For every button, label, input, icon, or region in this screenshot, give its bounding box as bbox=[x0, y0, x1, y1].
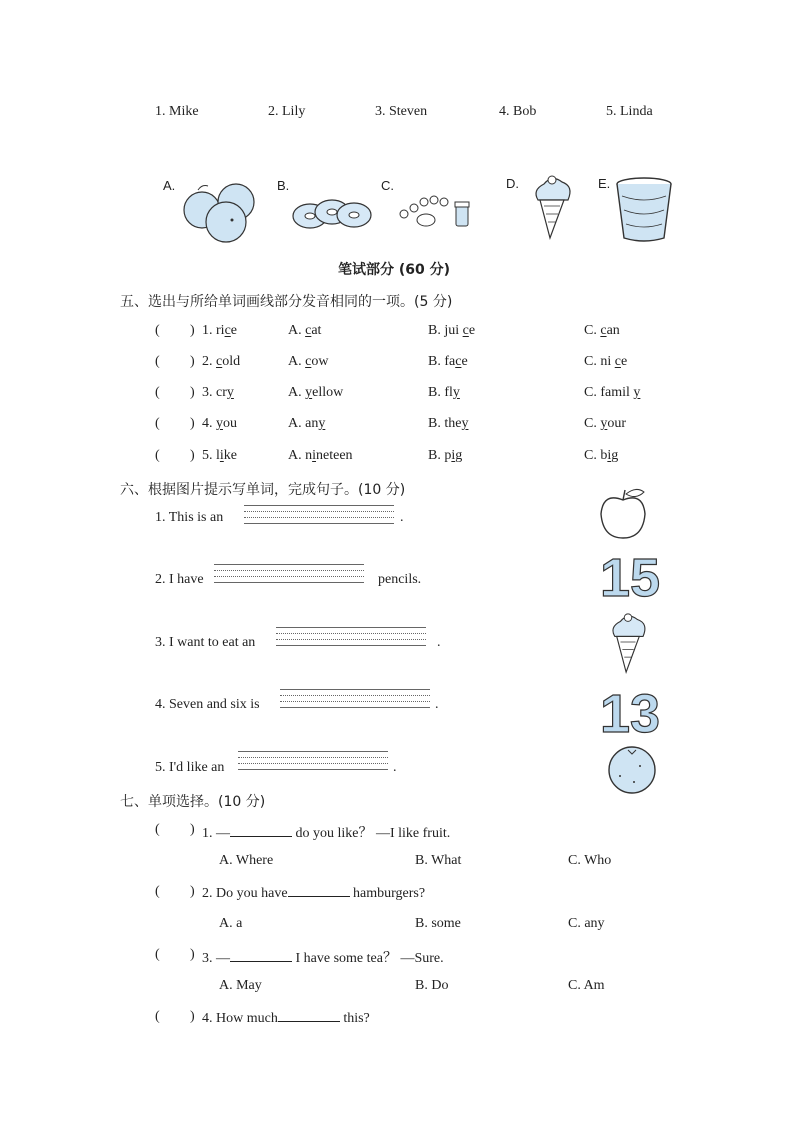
svg-text:15: 15 bbox=[600, 548, 661, 608]
option-c: C. big bbox=[584, 448, 619, 463]
option-c: C. your bbox=[584, 416, 627, 431]
option-b: B. fly bbox=[428, 385, 460, 400]
answer-paren-open[interactable]: ( bbox=[155, 385, 160, 400]
name-item: 3. Steven bbox=[375, 104, 428, 119]
option-a: A. any bbox=[288, 416, 326, 431]
question-text: 4. How much this? bbox=[202, 1011, 370, 1026]
answer-paren-close: ) bbox=[190, 822, 195, 837]
name-item: 4. Bob bbox=[499, 104, 537, 119]
question-word: 4. you bbox=[202, 416, 237, 431]
option-a: A. a bbox=[219, 916, 243, 931]
fill-sentence-start: 1. This is an bbox=[155, 510, 224, 525]
apple-icon bbox=[598, 488, 648, 540]
question-text: 2. Do you have hamburgers? bbox=[202, 886, 426, 901]
option-b: B. pig bbox=[428, 448, 463, 463]
ice-cream-icon bbox=[606, 612, 650, 674]
name-item: 1. Mike bbox=[155, 104, 199, 119]
option-a: A. Where bbox=[219, 853, 274, 868]
ice-cream-icon bbox=[530, 174, 574, 240]
section7-title: 七、单项选择。(10 分) bbox=[120, 794, 266, 810]
option-a: A. cat bbox=[288, 323, 322, 338]
answer-paren-open[interactable]: ( bbox=[155, 354, 160, 369]
written-section-title: 笔试部分 (60 分) bbox=[338, 262, 451, 278]
section6-title: 六、根据图片提示写单词，完成句子。(10 分) bbox=[120, 482, 406, 498]
name-item: 5. Linda bbox=[606, 104, 653, 119]
fill-sentence-end: pencils. bbox=[378, 572, 422, 587]
fill-sentence-start: 4. Seven and six is bbox=[155, 697, 260, 712]
option-b: B. face bbox=[428, 354, 468, 369]
option-b: B. Do bbox=[415, 978, 449, 993]
orange-icon bbox=[606, 746, 658, 794]
answer-paren-close: ) bbox=[190, 416, 195, 431]
fill-sentence-start: 2. I have bbox=[155, 572, 204, 587]
answer-paren-close: ) bbox=[190, 884, 195, 899]
answer-paren-open[interactable]: ( bbox=[155, 822, 160, 837]
svg-text:13: 13 bbox=[600, 684, 661, 744]
picture-letter: C. bbox=[381, 178, 394, 193]
answer-paren-open[interactable]: ( bbox=[155, 416, 160, 431]
option-c: C. famil y bbox=[584, 385, 641, 400]
writing-lines[interactable] bbox=[238, 751, 388, 775]
answer-paren-close: ) bbox=[190, 947, 195, 962]
option-a: A. cow bbox=[288, 354, 329, 369]
writing-lines[interactable] bbox=[214, 564, 364, 588]
option-c: C. ni ce bbox=[584, 354, 628, 369]
answer-paren-close: ) bbox=[190, 448, 195, 463]
question-text: 1. — do you like？ —I like fruit. bbox=[202, 826, 451, 841]
writing-lines[interactable] bbox=[280, 689, 430, 713]
name-item: 2. Lily bbox=[268, 104, 306, 119]
answer-paren-open[interactable]: ( bbox=[155, 1009, 160, 1024]
fill-sentence-start: 3. I want to eat an bbox=[155, 635, 256, 650]
fill-sentence-end: . bbox=[393, 760, 397, 775]
picture-letter: B. bbox=[277, 178, 290, 193]
question-word: 1. rice bbox=[202, 323, 237, 338]
option-c: C. can bbox=[584, 323, 620, 338]
option-b: B. some bbox=[415, 916, 461, 931]
answer-paren-close: ) bbox=[190, 323, 195, 338]
fill-sentence-end: . bbox=[437, 635, 441, 650]
section5-title: 五、选出与所给单词画线部分发音相同的一项。(5 分) bbox=[120, 294, 453, 310]
answer-blank[interactable] bbox=[288, 884, 350, 897]
picture-letter: E. bbox=[598, 176, 611, 191]
question-word: 2. cold bbox=[202, 354, 241, 369]
option-c: C. any bbox=[568, 916, 605, 931]
donuts-icon bbox=[292, 196, 372, 232]
option-b: B. What bbox=[415, 853, 462, 868]
answer-blank[interactable] bbox=[230, 824, 292, 837]
answer-paren-close: ) bbox=[190, 1009, 195, 1024]
number-13-icon bbox=[600, 682, 661, 744]
option-a: A. yellow bbox=[288, 385, 344, 400]
fill-sentence-end: . bbox=[400, 510, 404, 525]
question-word: 3. cry bbox=[202, 385, 234, 400]
fill-sentence-end: . bbox=[435, 697, 439, 712]
fill-sentence-start: 5. I'd like an bbox=[155, 760, 225, 775]
option-a: A. May bbox=[219, 978, 262, 993]
tea-set-icon bbox=[398, 194, 474, 230]
number-15-icon bbox=[600, 546, 661, 608]
writing-lines[interactable] bbox=[244, 505, 394, 529]
option-b: B. jui ce bbox=[428, 323, 476, 338]
question-text: 3. — I have some tea？ —Sure. bbox=[202, 951, 444, 966]
oranges-icon bbox=[180, 180, 260, 244]
answer-paren-close: ) bbox=[190, 385, 195, 400]
question-word: 5. like bbox=[202, 448, 237, 463]
writing-lines[interactable] bbox=[276, 627, 426, 651]
option-b: B. they bbox=[428, 416, 469, 431]
picture-letter: A. bbox=[163, 178, 176, 193]
answer-paren-open[interactable]: ( bbox=[155, 323, 160, 338]
answer-paren-close: ) bbox=[190, 354, 195, 369]
answer-blank[interactable] bbox=[278, 1009, 340, 1022]
picture-letter: D. bbox=[506, 176, 519, 191]
option-a: A. nineteen bbox=[288, 448, 353, 463]
option-c: C. Who bbox=[568, 853, 612, 868]
option-c: C. Am bbox=[568, 978, 605, 993]
answer-paren-open[interactable]: ( bbox=[155, 884, 160, 899]
answer-blank[interactable] bbox=[230, 949, 292, 962]
cup-icon bbox=[614, 176, 674, 244]
answer-paren-open[interactable]: ( bbox=[155, 448, 160, 463]
answer-paren-open[interactable]: ( bbox=[155, 947, 160, 962]
